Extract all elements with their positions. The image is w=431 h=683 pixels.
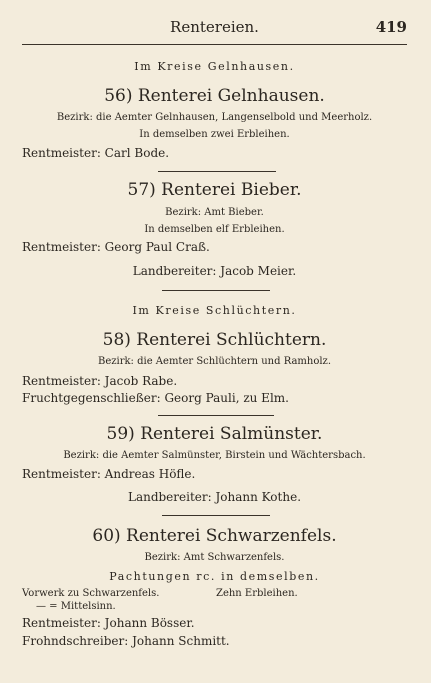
renterei-58-rentmeister: Rentmeister: Jacob Rabe. — [22, 374, 178, 388]
renterei-60-rentmeister: Rentmeister: Johann Bösser. — [22, 616, 195, 630]
renterei-57-note: In demselben elf Erbleihen. — [144, 224, 285, 235]
renterei-59-rentmeister: Rentmeister: Andreas Höfle. — [22, 467, 196, 481]
running-header — [22, 18, 407, 38]
renterei-58-fruchtgegenschliesser: Fruchtgegenschließer: Georg Pauli, zu Elm. — [22, 391, 289, 405]
header-title: Rentereien. — [170, 18, 259, 36]
divider — [158, 171, 276, 172]
renterei-60-frohndschreiber: Frohndschreiber: Johann Schmitt. — [22, 634, 230, 648]
divider — [158, 415, 274, 416]
renterei-56-bezirk: Bezirk: die Aemter Gelnhausen, Langenselbold und Meerholz. — [56, 112, 373, 123]
renterei-57-landbereiter: Landbereiter: Jacob Meier. — [132, 264, 297, 278]
renterei-60-bezirk: Bezirk: Amt Schwarzenfels. — [144, 552, 285, 563]
renterei-57-title: 57) Renterei Bieber. — [127, 180, 302, 200]
section-heading-gelnhausen: Im Kreise Gelnhausen. — [134, 60, 295, 73]
header-rule — [22, 44, 407, 45]
divider — [162, 515, 270, 516]
renterei-59-title: 59) Renterei Salmünster. — [106, 424, 323, 444]
page-number: 419 — [375, 18, 407, 36]
renterei-60-pachtungen: Pachtungen rc. in demselben. — [109, 570, 320, 583]
renterei-59-bezirk: Bezirk: die Aemter Salmünster, Birstein und Wächtersbach. — [63, 450, 366, 461]
renterei-56-rentmeister: Rentmeister: Carl Bode. — [22, 146, 170, 160]
renterei-60-erbleihen: Zehn Erbleihen. — [216, 588, 298, 599]
section-heading-schluechtern: Im Kreise Schlüchtern. — [132, 304, 297, 317]
renterei-56-title: 56) Renterei Gelnhausen. — [104, 86, 325, 106]
renterei-60-vorwerk: Vorwerk zu Schwarzenfels. — [22, 588, 160, 599]
renterei-58-title: 58) Renterei Schlüchtern. — [102, 330, 327, 350]
renterei-60-mittelsinn: — = Mittelsinn. — [36, 601, 116, 612]
renterei-59-landbereiter: Landbereiter: Johann Kothe. — [127, 490, 302, 504]
renterei-57-bezirk: Bezirk: Amt Bieber. — [165, 207, 264, 218]
renterei-56-note: In demselben zwei Erbleihen. — [139, 129, 290, 140]
renterei-60-title: 60) Renterei Schwarzenfels. — [92, 526, 337, 546]
renterei-57-rentmeister: Rentmeister: Georg Paul Craß. — [22, 240, 210, 254]
renterei-58-bezirk: Bezirk: die Aemter Schlüchtern und Ramholz. — [97, 356, 331, 367]
divider — [162, 290, 270, 291]
